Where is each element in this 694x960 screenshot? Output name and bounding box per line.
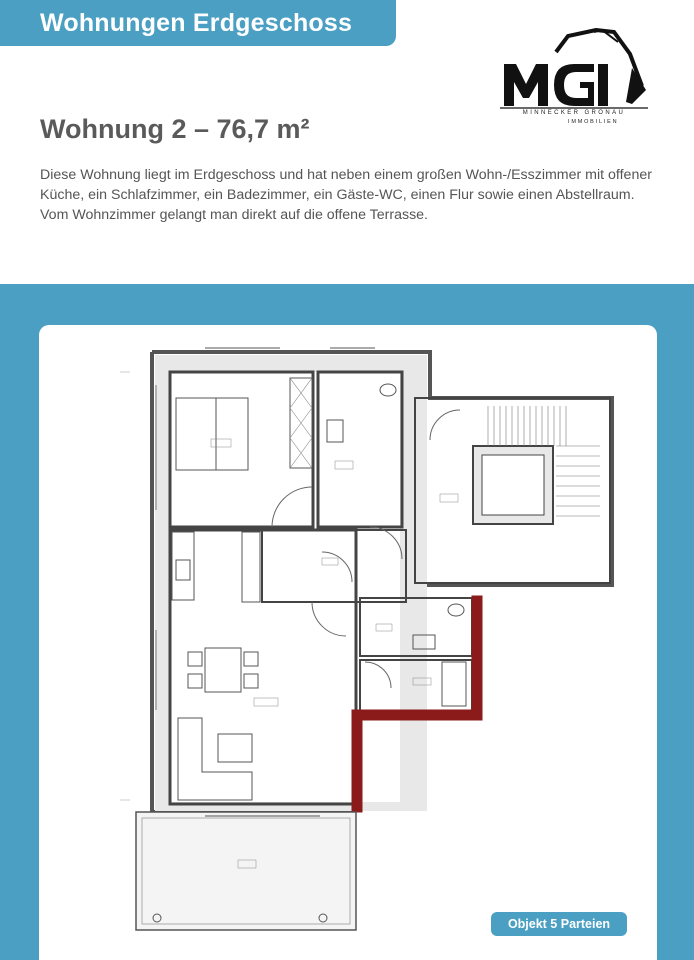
logo-line2: IMMOBILIEN	[568, 119, 619, 125]
logo-line1: MINNECKER GRONAU	[522, 110, 626, 116]
company-logo	[498, 28, 650, 126]
object-badge: Objekt 5 Parteien	[491, 912, 627, 936]
apartment-title: Wohnung 2 – 76,7 m²	[40, 114, 310, 144]
floor-plan-drawing	[39, 325, 657, 960]
floor-plan-card	[39, 325, 657, 960]
header-banner	[0, 0, 396, 46]
page-title: Wohnungen Erdgeschoss	[40, 9, 353, 37]
apartment-description: Diese Wohnung liegt im Erdgeschoss und hat neben einem großen Wohn-/Esszimmer mit offener Küche, ein Schlafzimmer, ein Badezimmer, ein Gäste-WC, einen Flur sowie einen Abstellraum. Vom Wohnzimmer gelangt man direkt auf die offene Terrasse.	[40, 167, 652, 223]
